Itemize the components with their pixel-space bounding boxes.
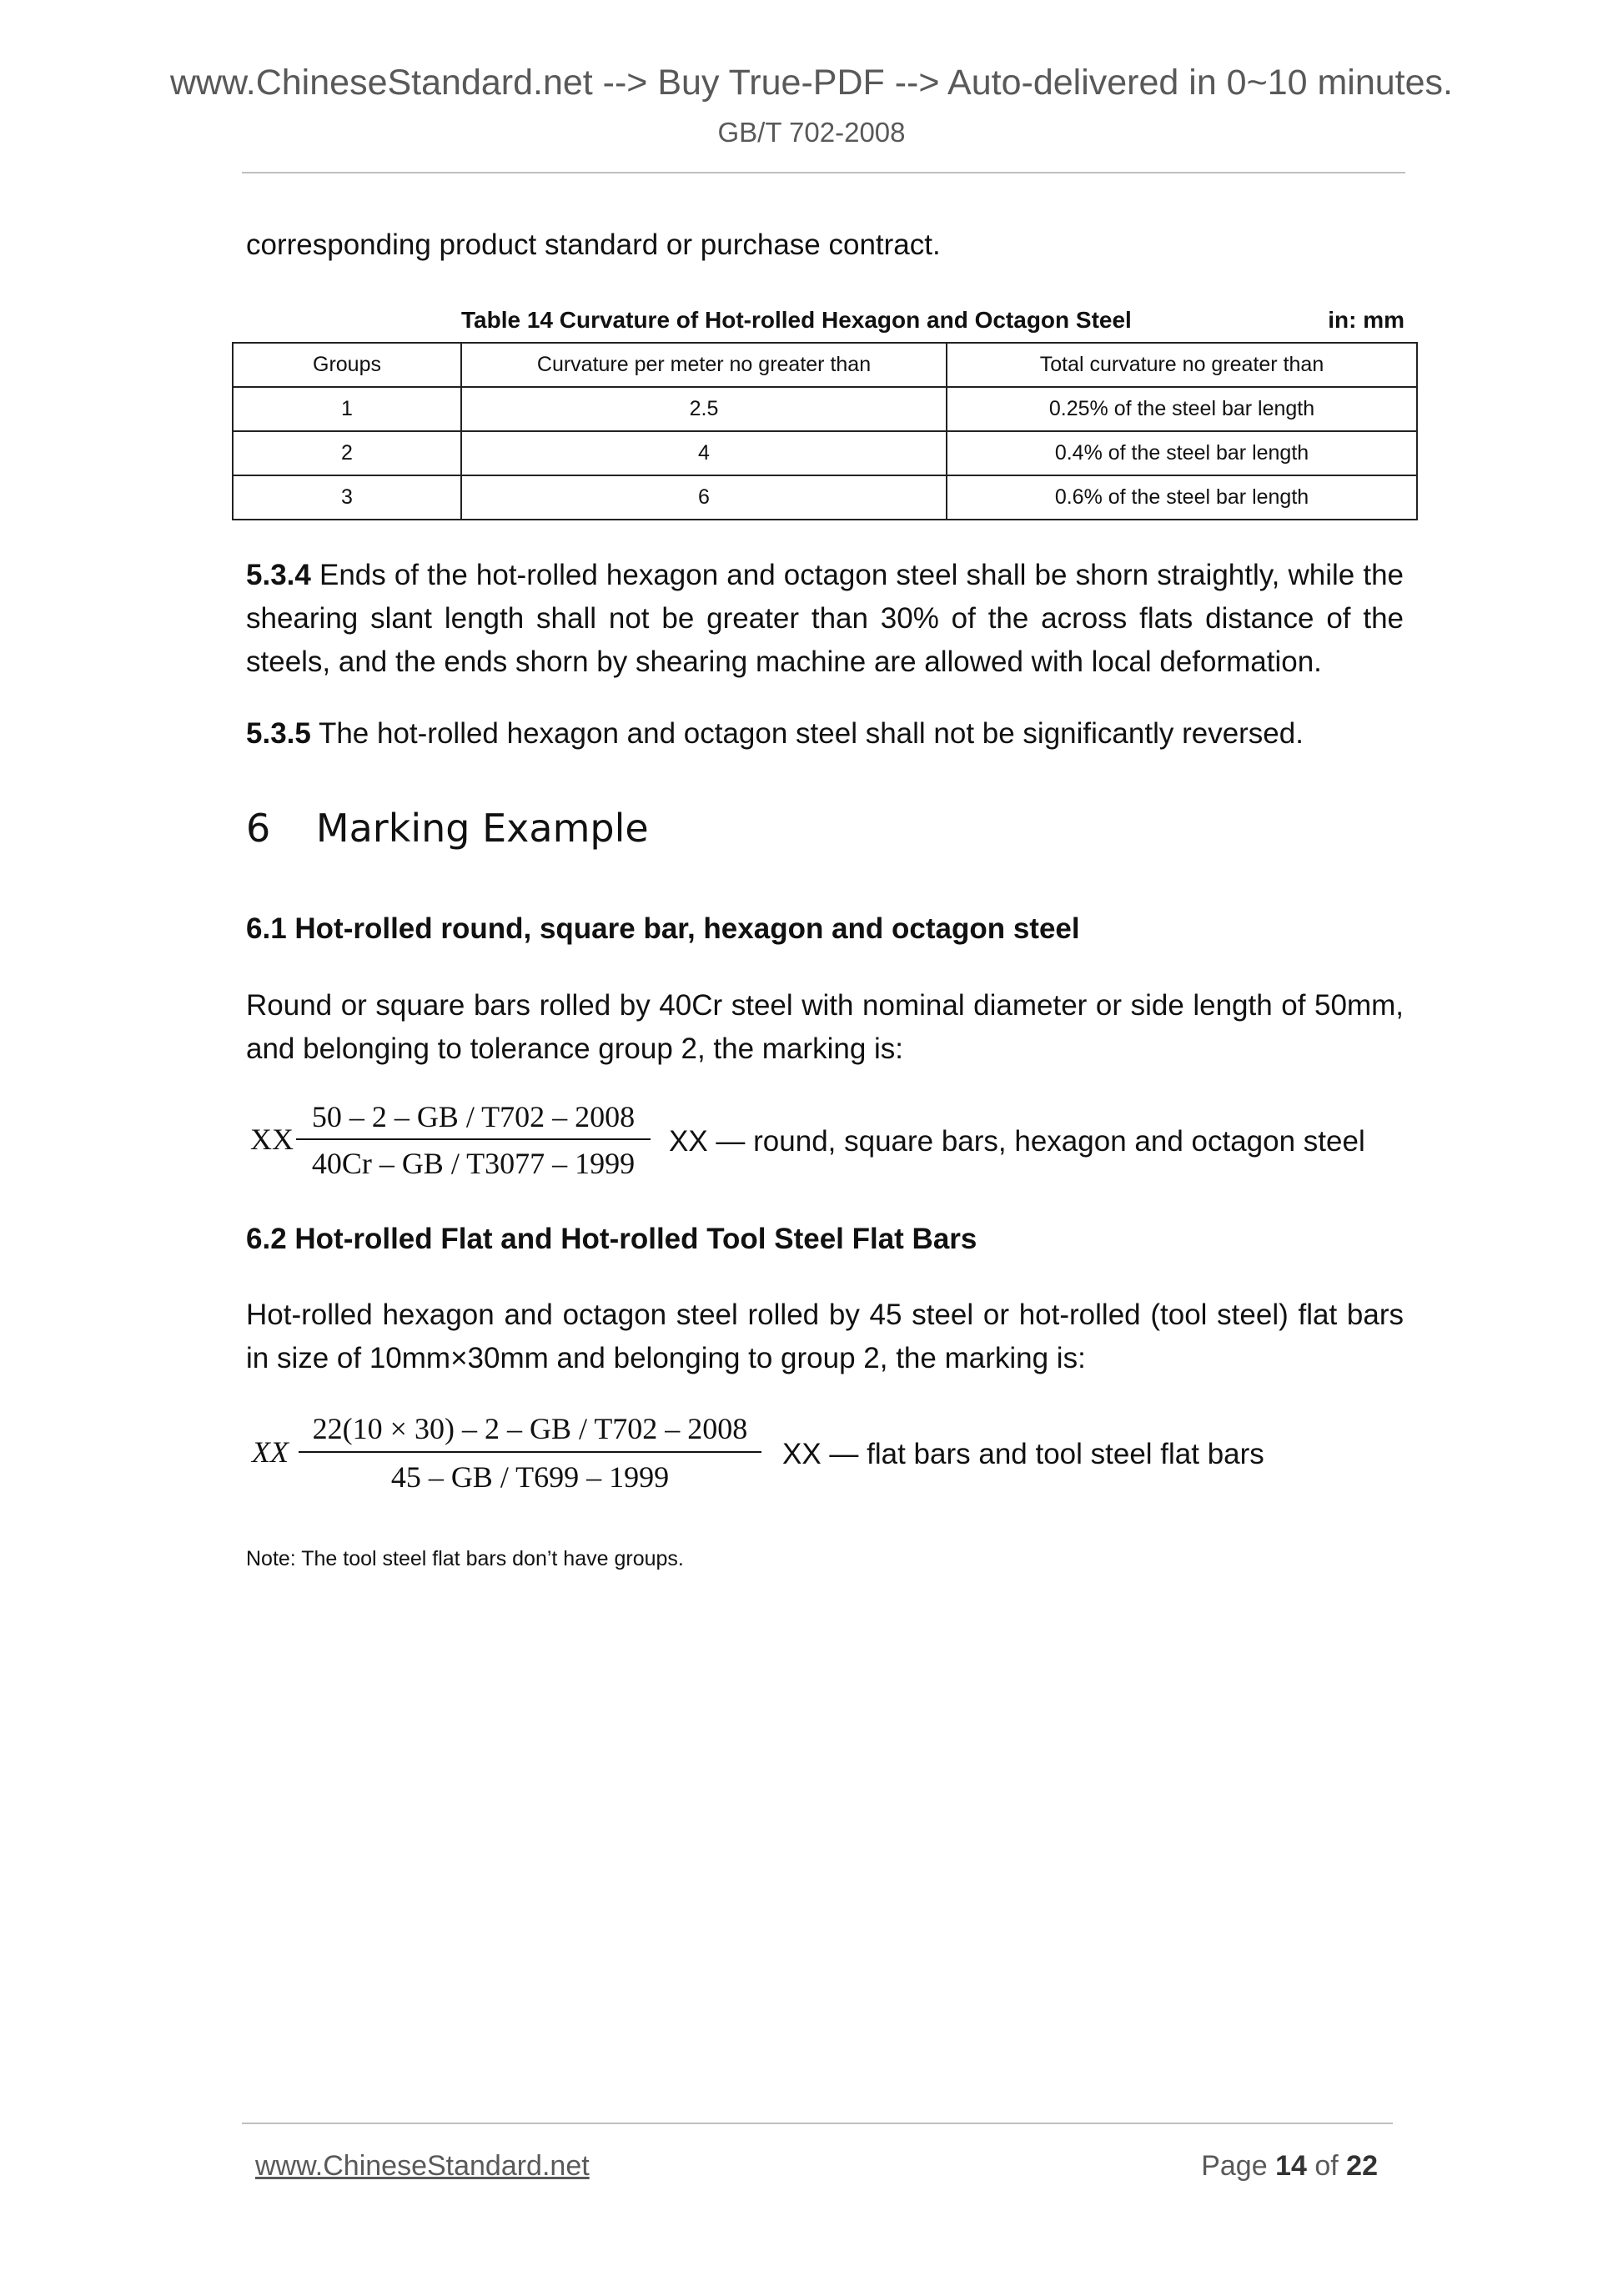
- section-heading: [246, 806, 649, 851]
- table-unit: in: mm: [1328, 307, 1404, 333]
- table-row: [233, 475, 1417, 520]
- intro-line: corresponding product standard or purchase contract.: [246, 229, 941, 261]
- table-row: [233, 431, 1417, 475]
- formula-1-numerator: 50 – 2 – GB / T702 – 2008: [311, 1100, 636, 1133]
- table-row: [233, 387, 1417, 431]
- footer-divider: [242, 2123, 1393, 2124]
- cell-curvature: 2.5: [461, 387, 947, 431]
- clause-number: 5.3.5: [246, 717, 311, 750]
- cell-total: 0.25% of the steel bar length: [947, 387, 1417, 431]
- note: Note: The tool steel flat bars don’t have groups.: [246, 1547, 684, 1570]
- formula-2-description: XX — flat bars and tool steel flat bars: [782, 1438, 1264, 1470]
- page-of: of: [1314, 2150, 1339, 2182]
- subsection-6-2-text: Hot-rolled hexagon and octagon steel rolled by 45 steel or hot-rolled (tool steel) flat bars in size of 10mm×30mm and belonging to group 2, the marking is:: [246, 1299, 1404, 1374]
- header-banner[interactable]: www.ChineseStandard.net --> Buy True-PDF --> Auto-delivered in 0~10 minutes.: [169, 63, 1453, 103]
- cell-total: 0.6% of the steel bar length: [947, 475, 1417, 520]
- cell-curvature: 6: [461, 475, 947, 520]
- page-indicator: [1068, 2150, 1378, 2183]
- cell-group: 2: [233, 431, 461, 475]
- clause-5-3-4: [246, 554, 1404, 684]
- formula-2-denominator: 45 – GB / T699 – 1999: [390, 1460, 670, 1494]
- formula-1-prefix: XX: [250, 1123, 294, 1156]
- page-number: 14: [1275, 2150, 1307, 2182]
- clause-text: The hot-rolled hexagon and octagon steel shall not be significantly reversed.: [318, 717, 1304, 750]
- clause-number: 5.3.4: [246, 559, 311, 591]
- formula-1-fraction-bar: [296, 1138, 651, 1140]
- footer-site-link[interactable]: www.ChineseStandard.net: [255, 2150, 590, 2182]
- col-header-groups: Groups: [233, 343, 461, 387]
- cell-curvature: 4: [461, 431, 947, 475]
- cell-group: 1: [233, 387, 461, 431]
- doc-id: GB/T 702-2008: [717, 117, 906, 148]
- formula-2-fraction-bar: [299, 1451, 761, 1453]
- formula-1-denominator: 40Cr – GB / T3077 – 1999: [311, 1147, 636, 1180]
- page-total: 22: [1346, 2150, 1378, 2182]
- col-header-curvature-per-meter: Curvature per meter no greater than: [461, 343, 947, 387]
- cell-total: 0.4% of the steel bar length: [947, 431, 1417, 475]
- curvature-table: [232, 342, 1418, 520]
- col-header-total-curvature: Total curvature no greater than: [947, 343, 1417, 387]
- subsection-6-1-text: Round or square bars rolled by 40Cr steel with nominal diameter or side length of 50mm, and belonging to tolerance group 2, the marking is:: [246, 989, 1404, 1065]
- formula-2-numerator: 22(10 × 30) – 2 – GB / T702 – 2008: [312, 1412, 748, 1445]
- formula-1-description: XX — round, square bars, hexagon and octagon steel: [669, 1125, 1365, 1158]
- section-title: Marking Example: [315, 806, 649, 851]
- section-number: 6: [246, 806, 271, 851]
- table-caption: Table 14 Curvature of Hot-rolled Hexagon and Octagon Steel: [461, 307, 1132, 333]
- formula-2-prefix: XX: [252, 1435, 289, 1469]
- header-divider: [242, 172, 1405, 173]
- page-prefix: Page: [1201, 2150, 1268, 2182]
- subsection-6-2-heading: 6.2 Hot-rolled Flat and Hot-rolled Tool Steel Flat Bars: [246, 1223, 977, 1255]
- cell-group: 3: [233, 475, 461, 520]
- clause-5-3-5: [246, 712, 1404, 756]
- clause-text: Ends of the hot-rolled hexagon and octagon steel shall be shorn straightly, while the shearing slant length shall not be greater than 30% of the across flats distance of the steels, and the ends shorn by shearing machine are allowed with local deformation.: [246, 559, 1404, 678]
- table-header-row: [233, 343, 1417, 387]
- subsection-6-1-heading: 6.1 Hot-rolled round, square bar, hexagon and octagon steel: [246, 912, 1080, 945]
